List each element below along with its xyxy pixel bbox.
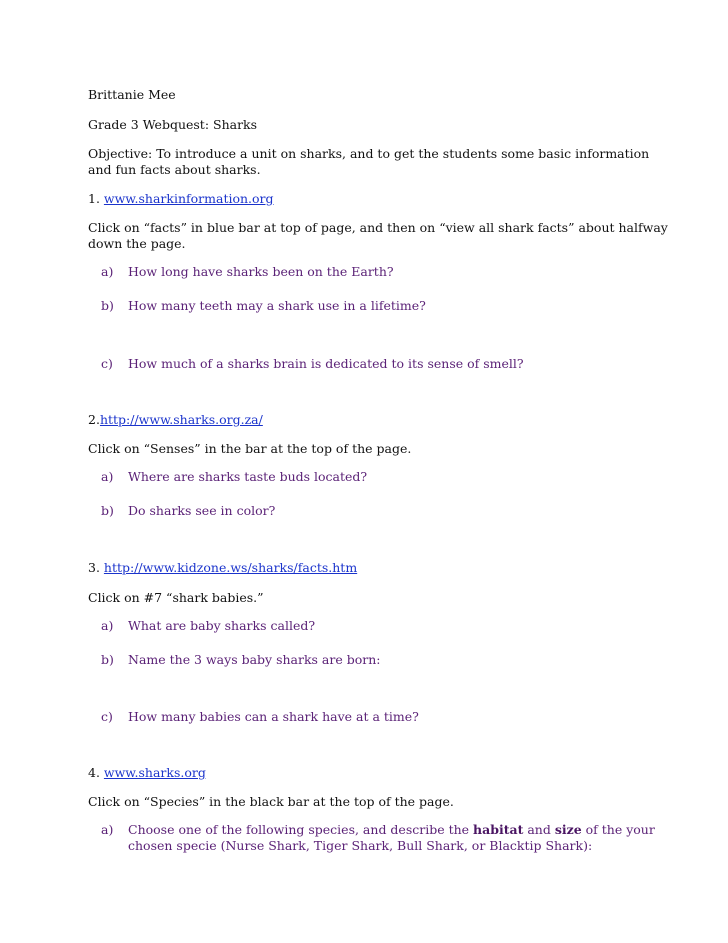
section-4-instruction: Click on “Species” in the black bar at the top of the page. [88,794,454,809]
question-3b [101,652,381,668]
section-2-heading [88,412,263,428]
author-name: Brittanie Mee [88,87,176,102]
question-4a-line-2: chosen specie (Nurse Shark, Tiger Shark, Bull Shark, or Blacktip Shark): [128,838,593,853]
section-2-instruction: Click on “Senses” in the bar at the top of the page. [88,441,412,456]
question-marker: a) [101,264,114,279]
objective-line-2: and fun facts about sharks. [88,162,261,177]
section-2-link[interactable]: http://www.sharks.org.za/ [99,412,263,427]
question-marker: c) [101,709,113,724]
section-1-instruction-line-2: down the page. [88,236,186,251]
section-3-heading [88,560,357,576]
question-marker: b) [101,652,114,667]
document-title: Grade 3 Webquest: Sharks [88,117,258,132]
question-1b [101,298,426,314]
question-text: Where are sharks taste buds located? [128,469,368,484]
question-text-mid: and [523,822,555,837]
section-4-number: 4. [88,765,104,780]
section-1-instruction-line-1: Click on “facts” in blue bar at top of page, and then on “view all shark facts” about halfway [88,220,668,235]
section-4-heading [88,765,206,781]
question-2a [101,469,367,485]
question-1a [101,264,394,280]
section-3-link[interactable]: http://www.kidzone.ws/sharks/facts.htm [103,560,358,575]
section-1-heading [88,191,274,207]
section-4-link[interactable]: www.sharks.org [103,765,206,780]
question-4a [101,822,655,838]
question-3a [101,618,315,634]
question-1c [101,356,524,372]
section-1-number: 1. [88,191,104,206]
question-marker: b) [101,298,114,313]
question-text: What are baby sharks called? [128,618,316,633]
question-marker: a) [101,618,114,633]
section-3-instruction: Click on #7 “shark babies.” [88,590,264,605]
question-text: How many babies can a shark have at a time? [128,709,419,724]
question-bold-size: size [554,822,582,837]
section-2-number: 2. [88,412,100,427]
question-marker: a) [101,469,114,484]
question-text: How many teeth may a shark use in a lifetime? [128,298,426,313]
section-1-link[interactable]: www.sharkinformation.org [103,191,274,206]
question-bold-habitat: habitat [473,822,524,837]
section-3-number: 3. [88,560,104,575]
question-2b [101,503,275,519]
objective-line-1: Objective: To introduce a unit on sharks, and to get the students some basic information [88,146,650,161]
question-marker: a) [101,822,114,837]
question-text: Do sharks see in color? [128,503,276,518]
question-text: How much of a sharks brain is dedicated to its sense of smell? [128,356,524,371]
question-marker: c) [101,356,113,371]
question-text: How long have sharks been on the Earth? [128,264,394,279]
question-marker: b) [101,503,114,518]
question-text-post: of the your [581,822,655,837]
question-text: Name the 3 ways baby sharks are born: [128,652,381,667]
question-3c [101,709,419,725]
question-text-pre: Choose one of the following species, and describe the [128,822,474,837]
